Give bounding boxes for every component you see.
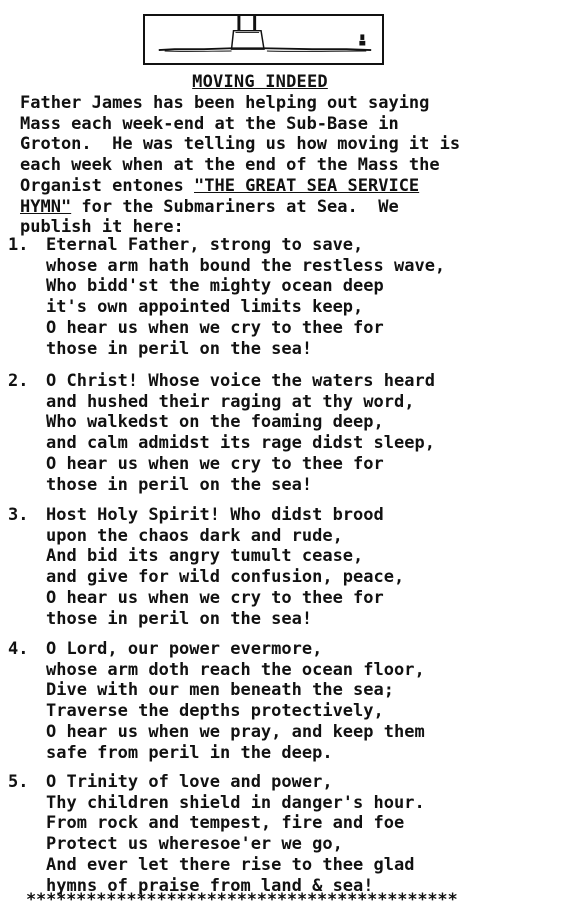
verse-line: hymns of praise from land & sea!: [46, 875, 374, 896]
verse-line: whose arm hath bound the restless wave,: [46, 255, 446, 276]
verse-line: and hushed their raging at thy word,: [46, 391, 415, 412]
verse-line: Traverse the depths protectively,: [46, 701, 384, 722]
verse-line: Dive with our men beneath the sea;: [46, 680, 394, 701]
verse-line: and calm admidst its rage didst sleep,: [46, 433, 435, 454]
intro-paragraph: [20, 93, 555, 238]
intro-line: Mass each week-end at the Sub-Base in: [20, 113, 399, 134]
verse-line: O hear us when we pray, and keep them: [46, 721, 425, 742]
verse-line: it's own appointed limits keep,: [46, 297, 364, 318]
verse-line: Who walkedst on the foaming deep,: [46, 412, 384, 433]
verse-line: whose arm doth reach the ocean floor,: [46, 659, 425, 680]
verse-line: O Christ! Whose voice the waters heard: [46, 371, 435, 391]
intro-line: publish it here:: [20, 217, 184, 238]
verse-line: those in peril on the sea!: [46, 608, 313, 629]
verse-line: safe from peril in the deep.: [46, 742, 333, 763]
hymn-verse-1: [8, 235, 558, 359]
hymn-name: HYMN": [20, 196, 72, 217]
intro-line: Father James has been helping out saying: [20, 93, 430, 113]
verse-line: Eternal Father, strong to save,: [46, 235, 364, 255]
verse-line: and give for wild confusion, peace,: [46, 567, 405, 588]
hymn-verse-4: [8, 639, 558, 763]
intro-line: each week when at the end of the Mass the: [20, 155, 440, 176]
verse-line: Host Holy Spirit! Who didst brood: [46, 505, 384, 525]
verse-number: 1.: [8, 235, 29, 255]
verse-line: From rock and tempest, fire and foe: [46, 813, 405, 834]
verse-line: O hear us when we cry to thee for: [46, 453, 384, 474]
verse-number: 2.: [8, 371, 29, 391]
star-divider: *******************************************: [26, 890, 458, 910]
hymn-verse-2: [8, 371, 558, 495]
article-title: MOVING INDEED: [192, 72, 328, 92]
submarine-illustration: [143, 14, 384, 65]
submarine-icon: [145, 16, 382, 63]
hymn-verse-5: [8, 772, 558, 896]
verse-line: And bid its angry tumult cease,: [46, 546, 364, 567]
verse-line: O hear us when we cry to thee for: [46, 587, 384, 608]
verse-line: Who bidd'st the mighty ocean deep: [46, 276, 384, 297]
intro-line: Groton. He was telling us how moving it is: [20, 134, 461, 155]
verse-line: Protect us wheresoe'er we go,: [46, 834, 343, 855]
intro-line: for the Submariners at Sea. We: [71, 196, 399, 217]
verse-line: O Trinity of love and power,: [46, 772, 333, 792]
verse-line: those in peril on the sea!: [46, 338, 313, 359]
verse-line: O hear us when we cry to thee for: [46, 317, 384, 338]
verse-line: those in peril on the sea!: [46, 474, 313, 495]
verse-line: Thy children shield in danger's hour.: [46, 792, 425, 813]
verse-number: 4.: [8, 639, 29, 659]
hymn-verse-3: [8, 505, 558, 629]
verse-number: 3.: [8, 505, 29, 525]
hymn-name: "THE GREAT SEA SERVICE: [194, 175, 420, 196]
intro-line: Organist entones: [20, 175, 194, 196]
verse-line: O Lord, our power evermore,: [46, 639, 323, 659]
verse-line: And ever let there rise to thee glad: [46, 854, 415, 875]
verse-line: upon the chaos dark and rude,: [46, 525, 343, 546]
verse-number: 5.: [8, 772, 29, 792]
